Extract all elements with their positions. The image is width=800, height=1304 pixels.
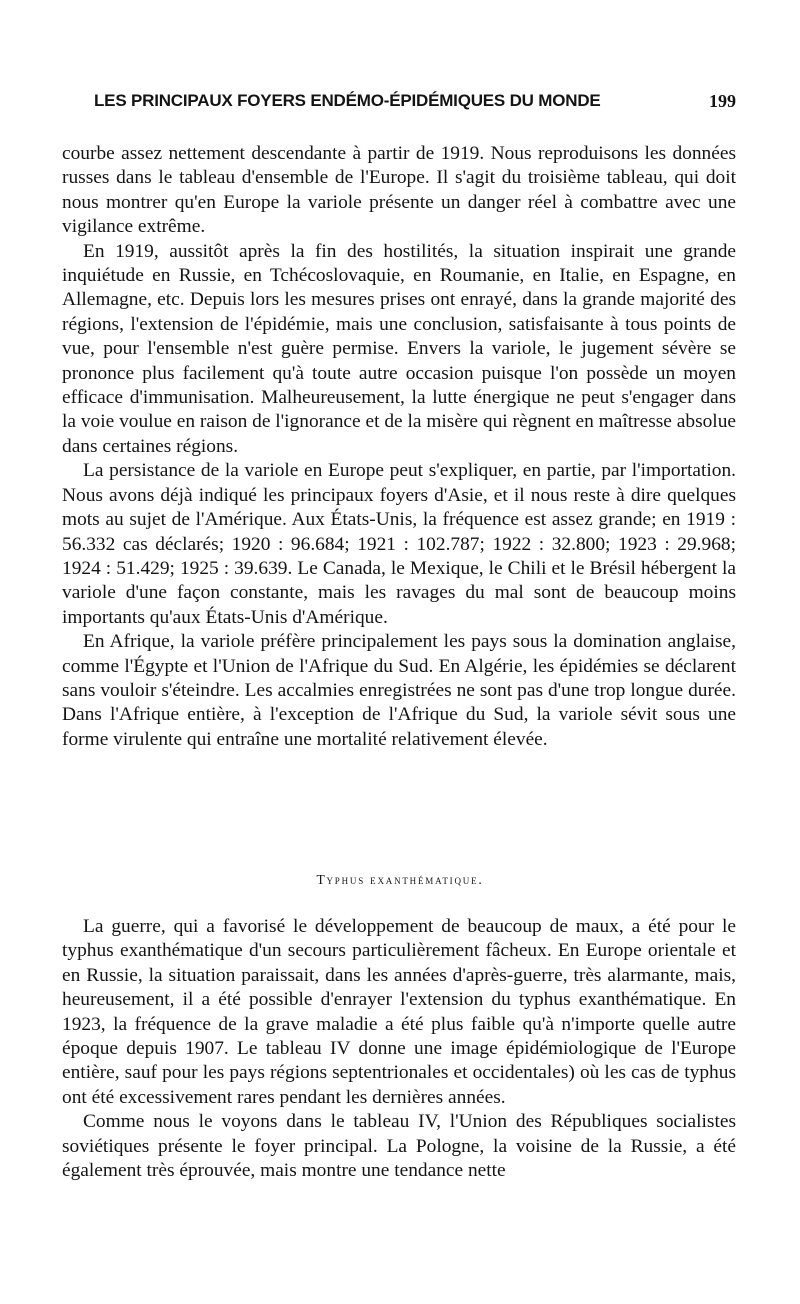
- paragraph: Comme nous le voyons dans le tableau IV, l'Union des Républiques socialistes soviétiques présente le foyer principal. La Pologne, la voisine de la Russie, a été également très éprouvée, mais montre une tendance nette: [62, 1111, 736, 1182]
- paragraph: La guerre, qui a favorisé le développement de beaucoup de maux, a été pour le typhus exanthématique d'un secours particulièrement fâcheux. En Europe orientale et en Russie, la situation paraissait, dans les années d'après-guerre, très alarmante, mais, heureusement, il a été possible d'enrayer l'extension du typhus exanthématique. En 1923, la fréquence de la grave maladie a été plus faible qu'à n'importe quelle autre époque depuis 1907. Le tableau IV donne une image épidémiologique de l'Europe entière, sauf pour les pays régions septentrionales et occidentales) où les cas de typhus ont été excessivement rares pendant les dernières années.: [62, 916, 736, 1108]
- paragraph: courbe assez nettement descendante à partir de 1919. Nous reproduisons les données russes dans le tableau d'ensemble de l'Europe. Il s'agit du troisième tableau, qui doit nous montrer qu'en Europe la variole présente un danger réel à combattre avec une vigilance extrême.: [62, 143, 736, 238]
- body-text-smallpox: [62, 142, 736, 752]
- paragraph: La persistance de la variole en Europe peut s'expliquer, en partie, par l'importation. Nous avons déjà indiqué les principaux foyers d'Asie, et il nous reste à dire quelques mots au sujet de l'Amérique. Aux États-Unis, la fréquence est assez grande; en 1919 : 56.332 cas déclarés; 1920 : 96.684; 1921 : 102.787; 1922 : 32.800; 1923 : 29.968; 1924 : 51.429; 1925 : 39.639. Le Canada, le Mexique, le Chili et le Brésil hébergent la variole d'une façon constante, mais les ravages du mal sont de beaucoup moins importants qu'aux États-Unis d'Amérique.: [62, 460, 736, 628]
- paragraph: En Afrique, la variole préfère principalement les pays sous la domination anglaise, comme l'Égypte et l'Union de l'Afrique du Sud. En Algérie, les épidémies se déclarent sans vouloir s'éteindre. Les accalmies enregistrées ne sont pas d'une trop longue durée. Dans l'Afrique entière, à l'exception de l'Afrique du Sud, la variole sévit sous une forme virulente qui entraîne une mortalité relativement élevée.: [62, 631, 736, 750]
- running-title: LES PRINCIPAUX FOYERS ENDÉMO-ÉPIDÉMIQUES DU MONDE: [94, 91, 601, 110]
- paragraph: En 1919, aussitôt après la fin des hostilités, la situation inspirait une grande inquiétude en Russie, en Tchécoslovaquie, en Roumanie, en Italie, en Espagne, en Allemagne, etc. Depuis lors les mesures prises ont enrayé, dans la grande majorité des régions, l'extension de l'épidémie, mais une conclusion, satisfaisante à tous points de vue, pour l'ensemble n'est guère permise. Envers la variole, le jugement sévère se prononce plus facilement qu'à toute autre occasion puisque l'on possède un moyen efficace d'immunisation. Malheureusement, la lutte énergique ne peut s'engager dans la voie voulue en raison de l'ignorance et de la misère qui règnent en maîtresse absolue dans certaines régions.: [62, 240, 736, 457]
- section-heading: Typhus exanthématique.: [316, 872, 484, 887]
- body-text-typhus: [62, 915, 736, 1183]
- page-header: [94, 91, 736, 117]
- page-number: 199: [709, 91, 736, 111]
